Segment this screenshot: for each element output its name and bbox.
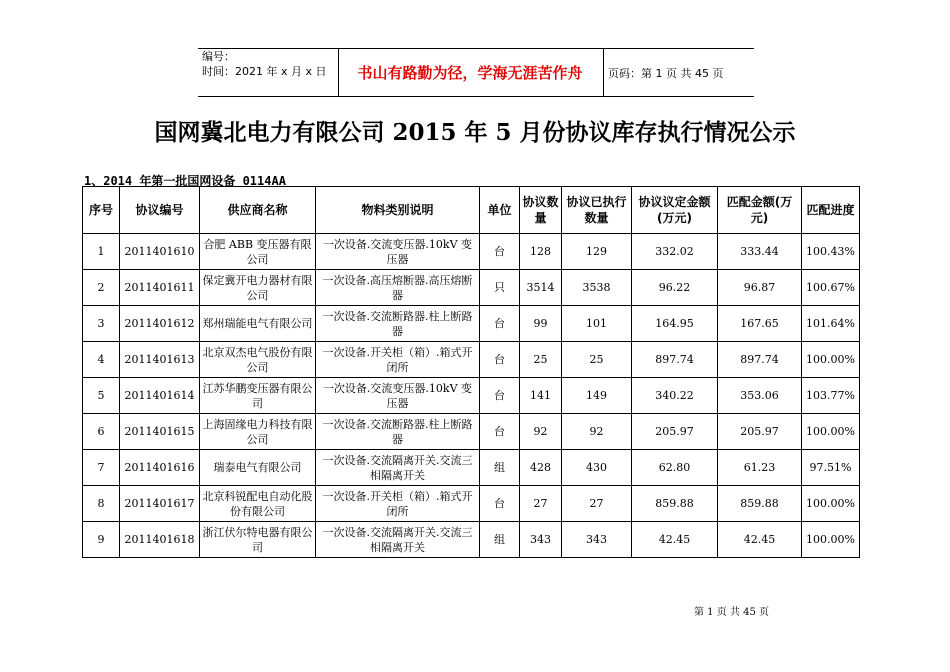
execution-table (82, 186, 860, 558)
col-executed-qty-header: 协议已执行数量 (562, 187, 632, 234)
col-executed-qty-cell: 3538 (562, 270, 632, 306)
col-unit-cell: 台 (480, 306, 520, 342)
col-executed-qty-cell: 129 (562, 234, 632, 270)
col-executed-qty-cell: 25 (562, 342, 632, 378)
footer-page-number: 第 1 页 共 45 页 (694, 607, 769, 618)
col-supplier-cell: 江苏华鹏变压器有限公司 (200, 378, 316, 414)
col-material-cell: 一次设备.开关柜（箱）.箱式开闭所 (316, 342, 480, 378)
col-unit-cell: 台 (480, 486, 520, 522)
col-executed-qty-cell: 149 (562, 378, 632, 414)
col-matched-amount-header: 匹配金额(万元) (718, 187, 802, 234)
col-qty-cell: 3514 (520, 270, 562, 306)
header-divider-right (603, 49, 604, 96)
col-qty-cell: 25 (520, 342, 562, 378)
col-executed-qty-cell: 343 (562, 522, 632, 558)
col-qty-cell: 343 (520, 522, 562, 558)
header-meta (202, 49, 327, 79)
col-qty-cell: 428 (520, 450, 562, 486)
col-material-cell: 一次设备.交流变压器.10kV 变压器 (316, 234, 480, 270)
col-qty-header: 协议数量 (520, 187, 562, 234)
col-material-header: 物料类别说明 (316, 187, 480, 234)
col-agreed-amount-cell: 859.88 (632, 486, 718, 522)
col-agreed-amount-cell: 96.22 (632, 270, 718, 306)
col-agreement-no-cell: 2011401612 (120, 306, 200, 342)
col-matched-amount-cell: 205.97 (718, 414, 802, 450)
col-unit-cell: 台 (480, 234, 520, 270)
table-row (83, 306, 860, 342)
col-material-cell: 一次设备.开关柜（箱）.箱式开闭所 (316, 486, 480, 522)
col-matched-amount-cell: 96.87 (718, 270, 802, 306)
table-row (83, 270, 860, 306)
table-row (83, 342, 860, 378)
col-executed-qty-cell: 101 (562, 306, 632, 342)
col-executed-qty-cell: 430 (562, 450, 632, 486)
col-material-cell: 一次设备.高压熔断器.高压熔断器 (316, 270, 480, 306)
col-qty-cell: 128 (520, 234, 562, 270)
col-agreed-amount-cell: 164.95 (632, 306, 718, 342)
col-index-cell: 1 (83, 234, 120, 270)
col-matched-amount-cell: 897.74 (718, 342, 802, 378)
col-agreed-amount-cell: 42.45 (632, 522, 718, 558)
col-agreed-amount-header: 协议议定金额(万元) (632, 187, 718, 234)
col-matched-amount-cell: 167.65 (718, 306, 802, 342)
col-supplier-cell: 瑞泰电气有限公司 (200, 450, 316, 486)
col-agreement-no-cell: 2011401610 (120, 234, 200, 270)
col-index-cell: 5 (83, 378, 120, 414)
col-unit-header: 单位 (480, 187, 520, 234)
col-progress-cell: 100.00% (802, 486, 860, 522)
header-bottom-rule (198, 96, 754, 97)
col-unit-cell: 台 (480, 414, 520, 450)
col-material-cell: 一次设备.交流变压器.10kV 变压器 (316, 378, 480, 414)
col-progress-cell: 100.00% (802, 414, 860, 450)
col-progress-header: 匹配进度 (802, 187, 860, 234)
col-matched-amount-cell: 333.44 (718, 234, 802, 270)
col-agreement-no-cell: 2011401616 (120, 450, 200, 486)
col-index-cell: 3 (83, 306, 120, 342)
col-agreement-no-cell: 2011401611 (120, 270, 200, 306)
col-supplier-cell: 上海固缘电力科技有限公司 (200, 414, 316, 450)
col-matched-amount-cell: 859.88 (718, 486, 802, 522)
table-row (83, 378, 860, 414)
col-material-cell: 一次设备.交流隔离开关.交流三相隔离开关 (316, 522, 480, 558)
table-row (83, 414, 860, 450)
col-matched-amount-cell: 61.23 (718, 450, 802, 486)
col-material-cell: 一次设备.交流断路器.柱上断路器 (316, 306, 480, 342)
col-matched-amount-cell: 353.06 (718, 378, 802, 414)
col-agreement-no-cell: 2011401618 (120, 522, 200, 558)
col-agreed-amount-cell: 62.80 (632, 450, 718, 486)
col-progress-cell: 100.00% (802, 342, 860, 378)
col-qty-cell: 92 (520, 414, 562, 450)
col-index-cell: 7 (83, 450, 120, 486)
col-qty-cell: 99 (520, 306, 562, 342)
table-row (83, 486, 860, 522)
header-page-number: 页码：第 1 页 共 45 页 (608, 66, 724, 80)
col-progress-cell: 101.64% (802, 306, 860, 342)
col-agreement-no-cell: 2011401615 (120, 414, 200, 450)
col-agreed-amount-cell: 332.02 (632, 234, 718, 270)
col-supplier-cell: 浙江伏尔特电器有限公司 (200, 522, 316, 558)
col-supplier-cell: 郑州瑞能电气有限公司 (200, 306, 316, 342)
col-qty-cell: 27 (520, 486, 562, 522)
col-index-cell: 9 (83, 522, 120, 558)
col-progress-cell: 97.51% (802, 450, 860, 486)
table-header-row (83, 187, 860, 234)
col-supplier-cell: 北京双杰电气股份有限公司 (200, 342, 316, 378)
col-matched-amount-cell: 42.45 (718, 522, 802, 558)
col-supplier-cell: 保定冀开电力器材有限公司 (200, 270, 316, 306)
document-number-label: 编号： (202, 50, 235, 63)
col-qty-cell: 141 (520, 378, 562, 414)
document-title: 国网冀北电力有限公司 2015 年 5 月份协议库存执行情况公示 (154, 119, 796, 146)
col-material-cell: 一次设备.交流断路器.柱上断路器 (316, 414, 480, 450)
col-progress-cell: 100.00% (802, 522, 860, 558)
col-progress-cell: 100.43% (802, 234, 860, 270)
col-material-cell: 一次设备.交流隔离开关.交流三相隔离开关 (316, 450, 480, 486)
col-unit-cell: 台 (480, 378, 520, 414)
col-index-cell: 2 (83, 270, 120, 306)
col-progress-cell: 103.77% (802, 378, 860, 414)
section-heading: 1、2014 年第一批国网设备 0114AA (84, 174, 286, 188)
header-divider-left (338, 49, 339, 96)
table-row (83, 234, 860, 270)
col-supplier-header: 供应商名称 (200, 187, 316, 234)
col-agreed-amount-cell: 205.97 (632, 414, 718, 450)
col-unit-cell: 组 (480, 522, 520, 558)
col-supplier-cell: 北京科锐配电自动化股份有限公司 (200, 486, 316, 522)
col-executed-qty-cell: 27 (562, 486, 632, 522)
col-agreement-no-header: 协议编号 (120, 187, 200, 234)
col-agreed-amount-cell: 340.22 (632, 378, 718, 414)
col-agreement-no-cell: 2011401613 (120, 342, 200, 378)
col-index-cell: 4 (83, 342, 120, 378)
document-time-label: 时间：2021 年 x 月 x 日 (202, 65, 327, 78)
col-unit-cell: 组 (480, 450, 520, 486)
col-index-cell: 8 (83, 486, 120, 522)
col-supplier-cell: 合肥 ABB 变压器有限公司 (200, 234, 316, 270)
col-executed-qty-cell: 92 (562, 414, 632, 450)
col-unit-cell: 只 (480, 270, 520, 306)
col-agreement-no-cell: 2011401617 (120, 486, 200, 522)
header-motto: 书山有路勤为径，学海无涯苦作舟 (357, 64, 583, 82)
col-unit-cell: 台 (480, 342, 520, 378)
col-index-header: 序号 (83, 187, 120, 234)
col-progress-cell: 100.67% (802, 270, 860, 306)
col-index-cell: 6 (83, 414, 120, 450)
table-row (83, 450, 860, 486)
table-row (83, 522, 860, 558)
col-agreement-no-cell: 2011401614 (120, 378, 200, 414)
col-agreed-amount-cell: 897.74 (632, 342, 718, 378)
